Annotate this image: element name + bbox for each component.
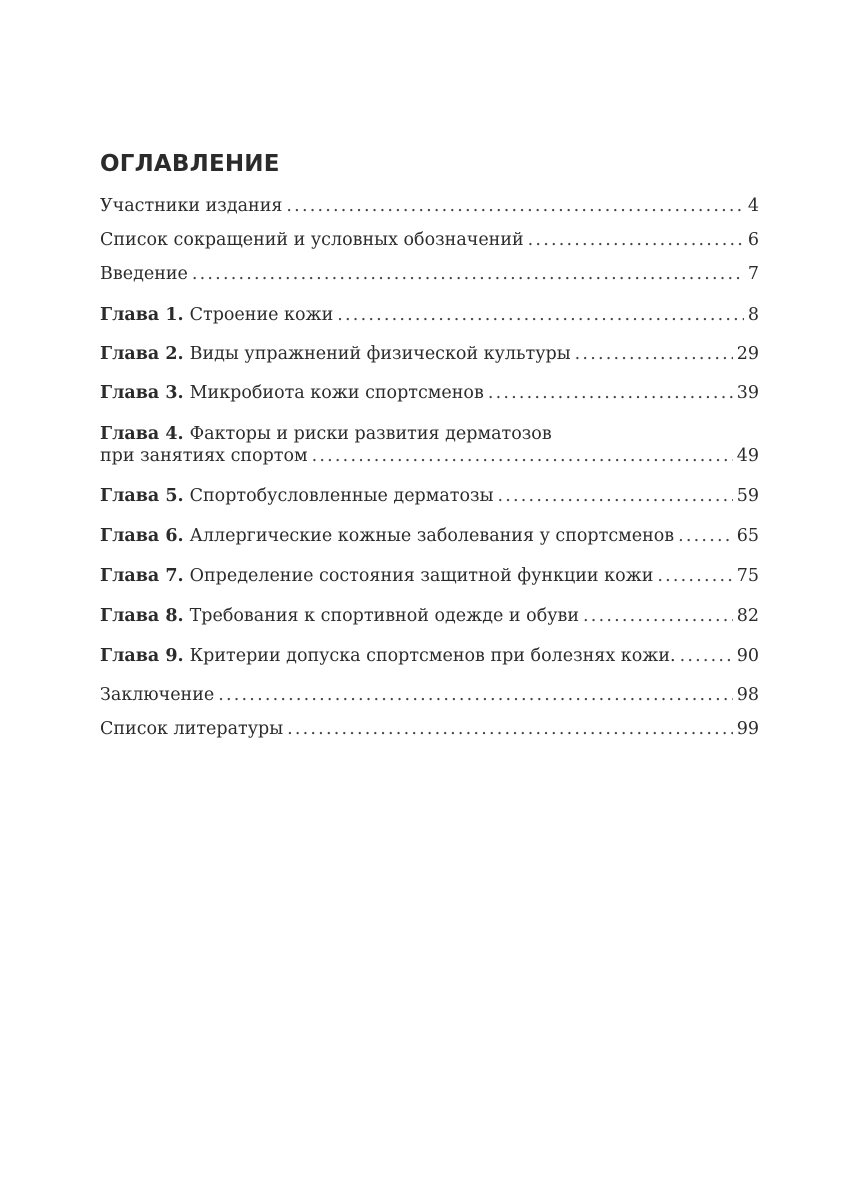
toc-page-number: 65	[736, 526, 759, 546]
toc-entry-text: Критерии допуска спортсменов при болезнях кожи.	[189, 646, 676, 666]
toc-entry-participants[interactable]	[100, 195, 759, 217]
dot-leader	[575, 343, 733, 365]
toc-entry-chapter-4[interactable]	[100, 423, 759, 467]
chapter-label: Глава 5.	[100, 486, 184, 506]
toc-entry-text: Требования к спортивной одежде и обуви	[189, 606, 580, 626]
toc-entry-introduction[interactable]	[100, 263, 759, 285]
chapter-label: Глава 6.	[100, 526, 184, 546]
toc-entry-chapter-6[interactable]	[100, 525, 759, 547]
toc-entry-chapter-1[interactable]	[100, 304, 759, 326]
toc-page-number: 75	[736, 566, 759, 586]
toc-page-number: 99	[736, 719, 759, 739]
toc-entry-text: Список литературы	[100, 719, 284, 739]
dot-leader	[583, 605, 733, 627]
dot-leader	[488, 382, 733, 404]
toc-entry-text: Микробиота кожи спортсменов	[189, 383, 484, 403]
toc-list	[100, 195, 759, 740]
toc-page-number: 49	[736, 446, 759, 466]
toc-entry-abbreviations[interactable]	[100, 229, 759, 251]
toc-entry-chapter-5[interactable]	[100, 485, 759, 507]
toc-page-number: 7	[747, 264, 759, 284]
toc-entry-text: Определение состояния защитной функции кожи	[189, 566, 654, 586]
dot-leader	[286, 195, 743, 217]
chapter-label: Глава 3.	[100, 383, 184, 403]
toc-entry-references[interactable]	[100, 718, 759, 740]
chapter-label: Глава 4.	[100, 424, 184, 444]
dot-leader	[680, 645, 733, 667]
chapter-label: Глава 2.	[100, 344, 184, 364]
toc-entry-text: Аллергические кожные заболевания у спортсменов	[189, 526, 675, 546]
dot-leader	[312, 445, 733, 467]
dot-leader	[498, 485, 733, 507]
toc-page-number: 98	[736, 685, 759, 705]
dot-leader	[287, 718, 733, 740]
toc-entry-conclusion[interactable]	[100, 684, 759, 706]
chapter-label: Глава 7.	[100, 566, 184, 586]
toc-entry-text: Строение кожи	[189, 305, 334, 325]
toc-page-number: 90	[736, 646, 759, 666]
toc-page-number: 39	[736, 383, 759, 403]
toc-entry-text: Список сокращений и условных обозначений	[100, 230, 524, 250]
toc-page-number: 82	[736, 606, 759, 626]
toc-page-number: 6	[747, 230, 759, 250]
toc-page-number: 4	[747, 196, 759, 216]
toc-entry-chapter-3[interactable]	[100, 382, 759, 404]
toc-entry-chapter-7[interactable]	[100, 565, 759, 587]
toc-page-number: 59	[736, 486, 759, 506]
toc-entry-text-line1: Факторы и риски развития дерматозов	[189, 424, 552, 444]
dot-leader	[528, 229, 744, 251]
chapter-label: Глава 8.	[100, 606, 184, 626]
dot-leader	[337, 304, 744, 326]
toc-entry-text: Виды упражнений физической культуры	[189, 344, 571, 364]
toc-entry-chapter-2[interactable]	[100, 343, 759, 365]
toc-entry-text: Спортобусловленные дерматозы	[189, 486, 494, 506]
chapter-label: Глава 9.	[100, 646, 184, 666]
toc-title: ОГЛАВЛЕНИЕ	[100, 151, 280, 177]
toc-entry-text: Заключение	[100, 685, 215, 705]
chapter-label: Глава 1.	[100, 305, 184, 325]
dot-leader	[218, 684, 732, 706]
toc-page-number: 29	[736, 344, 759, 364]
toc-page-number: 8	[747, 305, 759, 325]
toc-entry-chapter-9[interactable]	[100, 645, 759, 667]
dot-leader	[192, 263, 744, 285]
toc-entry-text: при занятиях спортом	[100, 446, 308, 466]
toc-entry-text: Участники издания	[100, 196, 283, 216]
dot-leader	[678, 525, 733, 547]
toc-entry-text: Введение	[100, 264, 188, 284]
toc-entry-chapter-8[interactable]	[100, 605, 759, 627]
dot-leader	[657, 565, 732, 587]
